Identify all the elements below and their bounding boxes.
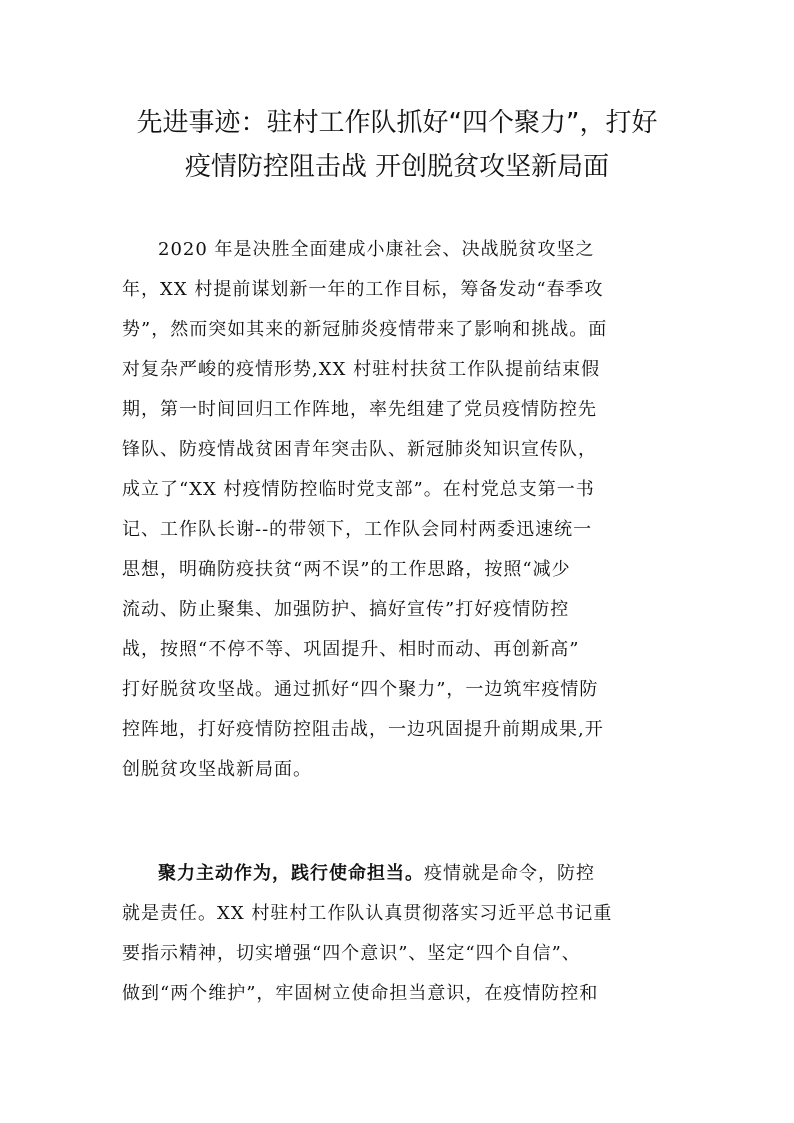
paragraph-line: 成立了“XX 村疫情防控临时党支部”。在村党总支第一书 bbox=[122, 479, 595, 500]
paragraph-line: 锋队、防疫情战贫困青年突击队、新冠肺炎知识宣传队， bbox=[122, 439, 597, 460]
paragraph-line: 势”，然而突如其来的新冠肺炎疫情带来了影响和挑战。面 bbox=[122, 319, 608, 340]
paragraph-1 bbox=[122, 230, 672, 790]
paragraph-first-line bbox=[122, 854, 672, 894]
document-title-line-1: 先进事迹：驻村工作队抓好“四个聚力”，打好 bbox=[136, 108, 658, 138]
section-heading-inline: 聚力主动作为，践行使命担当。 bbox=[158, 863, 424, 884]
paragraph-line: 要指示精神，切实增强“四个意识”、坚定“四个自信”、 bbox=[122, 943, 581, 964]
document-title-line-2: 疫情防控阻击战 开创脱贫攻坚新局面 bbox=[184, 152, 610, 182]
paragraph-line: 2020 年是决胜全面建成小康社会、决战脱贫攻坚之 bbox=[158, 239, 595, 260]
paragraph-2 bbox=[122, 854, 672, 1014]
paragraph-line: 流动、防止聚集、加强防护、搞好宣传”打好疫情防控 bbox=[122, 599, 570, 620]
paragraph-line: 战，按照“不停不等、巩固提升、相时而动、再创新高” bbox=[122, 639, 580, 660]
paragraph-line: 做到“两个维护”，牢固树立使命担当意识，在疫情防控和 bbox=[122, 983, 599, 1004]
paragraph-line: 就是责任。XX 村驻村工作队认真贯彻落实习近平总书记重 bbox=[122, 903, 613, 924]
paragraph-line: 年，XX 村提前谋划新一年的工作目标，筹备发动“春季攻 bbox=[122, 279, 604, 300]
paragraph-line: 期，第一时间回归工作阵地，率先组建了党员疫情防控先 bbox=[122, 399, 597, 420]
paragraph-line: 创脱贫攻坚战新局面。 bbox=[122, 759, 312, 780]
paragraph-line: 控阵地，打好疫情防控阻击战，一边巩固提升前期成果,开 bbox=[122, 719, 604, 740]
paragraph-line: 对复杂严峻的疫情形势,XX 村驻村扶贫工作队提前结束假 bbox=[122, 359, 601, 380]
paragraph-line: 记、工作队长谢--的带领下，工作队会同村两委迅速统一 bbox=[122, 519, 593, 540]
paragraph-line: 打好脱贫攻坚战。通过抓好“四个聚力”，一边筑牢疫情防 bbox=[122, 679, 599, 700]
paragraph-line: 思想，明确防疫扶贫“两不误”的工作思路，按照“减少 bbox=[122, 559, 571, 580]
paragraph-text: 疫情就是命令，防控 bbox=[424, 863, 595, 884]
